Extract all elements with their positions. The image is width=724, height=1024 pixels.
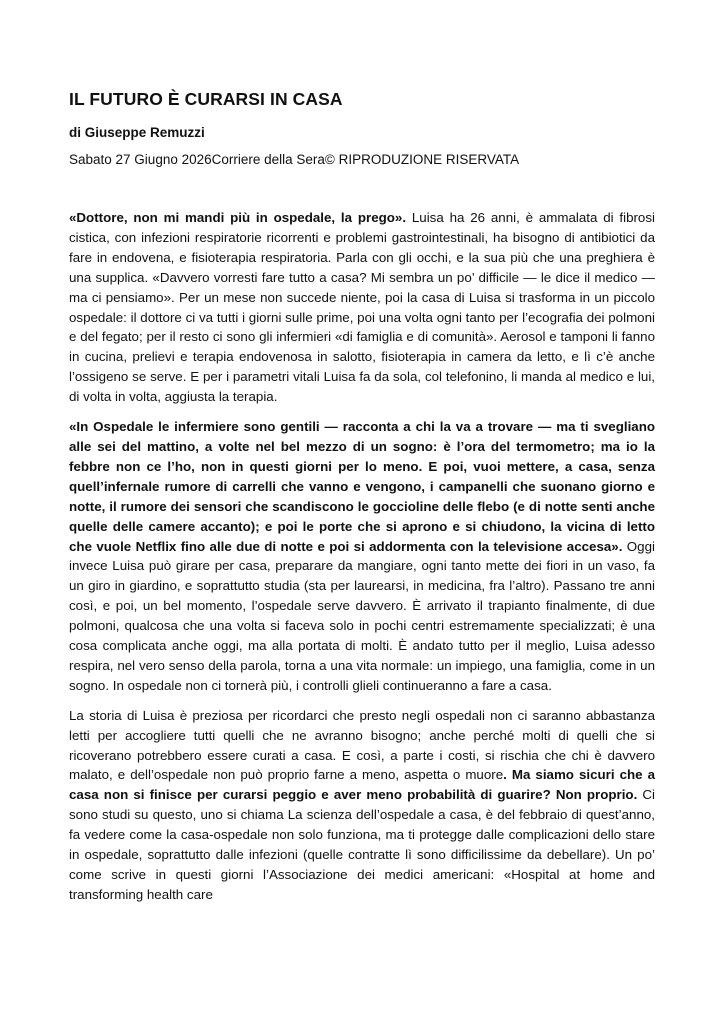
article-dateline: Sabato 27 Giugno 2026Corriere della Sera© RIPRODUZIONE RISERVATA (69, 152, 520, 167)
paragraph-1 (69, 208, 655, 407)
article-author: di Giuseppe Remuzzi (69, 125, 205, 140)
paragraph-1-lead: «Dottore, non mi mandi più in ospedale, la prego». (69, 210, 407, 225)
paragraph-3-bold: . Ma siamo sicuri che a casa non si finisce per curarsi peggio e aver meno probabilità di guarire? Non proprio. (69, 767, 655, 803)
paragraph-2-text: Oggi invece Luisa può girare per casa, preparare da mangiare, ogni tanto mette dei fiori in un vaso, fa un giro in giardino, e soprattutto studia (sta per laurearsi, in medicina, fra l’altro). Passano tre anni così, e poi, un bel momento, l’ospedale serve davvero. È arrivato il trapianto finalmente, di due polmoni, qualcosa che una volta si faceva solo in pochi centri estremamente specializzati; è una cosa complicata anche oggi, ma alla portata di molti. È andato tutto per il meglio, Luisa adesso respira, nel vero senso della parola, torna a una vita normale: un impiego, una famiglia, come in un sogno. In ospedale non ci tornerà più, i controlli glieli continueranno a fare a casa. (69, 538, 655, 693)
paragraph-2 (69, 417, 655, 696)
article-title: IL FUTURO È CURARSI IN CASA (69, 89, 343, 109)
paragraph-3-text-before: La storia di Luisa è preziosa per ricordarci che presto negli ospedali non ci saranno abbastanza letti per accogliere tutti quelli che ne avranno bisogno; anche perché molti di quelli che si ricoverano potrebbero essere curati a casa. E così, a parte i costi, si rischia che chi è davvero malato, e dell’ospedale non può proprio farne a meno, aspetta o muore (69, 707, 655, 783)
paragraph-3 (69, 706, 655, 905)
paragraph-1-text: Luisa ha 26 anni, è ammalata di fibrosi cistica, con infezioni respiratorie ricorrenti e problemi gastrointestinali, ha bisogno di antibiotici da fare in endovena, e fisioterapia respiratoria. Parla con gli occhi, e la sua più che una preghiera è una supplica. «Davvero vorresti fare tutto a casa? Mi sembra un po’ difficile — le dice il medico — ma ci pensiamo». Per un mese non succede niente, poi la casa di Luisa si trasforma in un piccolo ospedale: il dottore ci va tutti i giorni sulle prime, poi una volta ogni tanto per l’ecografia dei polmoni e del fegato; per il resto ci sono gli infermieri «di famiglia e di comunità». Aerosol e tamponi li fanno in cucina, prelievi e terapia endovenosa in salotto, fisioterapia in camera da letto, e lì c’è anche l’ossigeno se serve. E per i parametri vitali Luisa fa da sola, col telefonino, li manda al medico e lui, di volta in volta, aggiusta la terapia. (69, 210, 655, 405)
paragraph-2-lead: «In Ospedale le infermiere sono gentili — racconta a chi la va a trovare — ma ti svegliano alle sei del mattino, a volte nel bel mezzo di un sogno: è l’ora del termometro; ma io la febbre non ce l’ho, non in questi giorni per lo meno. E poi, vuoi mettere, a casa, senza quell’infernale rumore di carrelli che vanno e vengono, i campanelli che suonano giorno e notte, il rumore dei sensori che scandiscono le goccioline delle flebo (e di notte senti anche quelle delle camere accanto); e poi le porte che si aprono e si chiudono, la vicina di letto che vuole Netflix fino alle due di notte e poi si addormenta con la televisione accesa». (69, 419, 655, 554)
paragraph-3-text-after: Ci sono studi su questo, uno si chiama La scienza dell’ospedale a casa, è del febbraio di quest’anno, fa vedere come la casa-ospedale non solo funziona, ma ti protegge dalle complicazioni dello stare in ospedale, soprattutto dalle infezioni (quelle contratte lì sono difficilissime da debellare). Un po’ come scrive in questi giorni l’Associazione dei medici americani: «Hospital at home and transforming health care (69, 787, 656, 902)
article-body (69, 208, 655, 915)
